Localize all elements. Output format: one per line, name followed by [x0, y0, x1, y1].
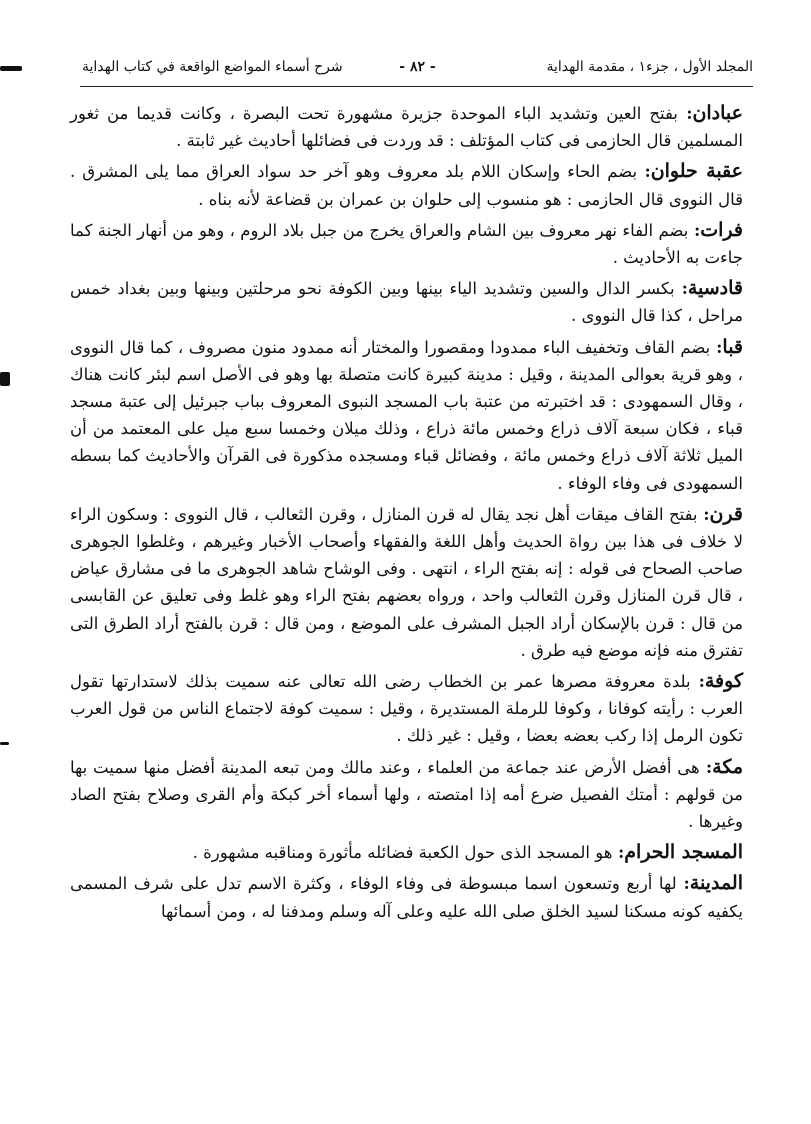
entry-text: هى أفضل الأرض عند جماعة من العلماء ، وعند مالك ومن تبعه المدينة أفضل منها سميت بها من قولهم : أمتك الفصيل ضرع أمه إذا امتصته ، ولها أسماء أخر كبكة وأم القرى وصلاح بفتح الصاد وغيرها .: [70, 757, 743, 832]
entry-term: المسجد الحرام: [624, 841, 743, 864]
entry-term: قرن: [709, 502, 743, 525]
body-text: [70, 100, 743, 929]
header-rule: [80, 86, 753, 87]
entry-text: بفتح العين وتشديد الباء الموحدة جزيرة مشهورة تحت البصرة ، وكانت قديما من ثغور المسلمين قال الحازمى فى كتاب المؤتلف : قد وردت فى فضائلها أحاديث غير ثابتة .: [70, 104, 743, 151]
entry-text: بضم القاف وتخفيف الباء ممدودا ومقصورا والمختار أنه ممدود منون مصروف ، كما قال النووى ، وهو قرية بعوالى المدينة ، وقيل : مدينة كبيرة كانت متصلة بها وهو فى الأصل اسم لبئر كانت هناك ، وقال السمهودى : قد اختبرته من عتبة باب المسجد النبوى المعروف بباب جبرئيل إلى عتبة مسجد قباء ، فكان سبعة آلاف ذراع وخمس مائة ذراع ، وذلك ميلان وخمسا سبع ميل على المعتمد من أن الميل ثلاثة آلاف ذراع وخمس مائة ، وفضائل قباء ومسجده مذكورة فى القرآن والأحاديث كما بسطه السمهودى فى وفاء الوفاء .: [70, 337, 743, 493]
running-head: [82, 52, 753, 82]
entry-text: بفتح القاف ميقات أهل نجد يقال له قرن المنازل ، وقرن الثعالب ، قال النووى : وسكون الراء لا خلاف فى هذا بين رواة الحديث وأهل اللغة والفقهاء وأصحاب الأخبار وغيرهم ، وغلطوا الجوهرى صاحب الصحاح فى قوله : إنه بفتح الراء ، انتهى . وفى الوشاح شاهد الجوهرى ما فى مشارق عياض ، قال قرن المنازل وقرن الثعالب واحد ، ورواه بعضهم بفتح الراء وهو غلط وفى تعليق عن القابسى من قال : قرن بالإسكان أراد الجبل المشرف على الموضع ، ومن قال : قرن بالفتح أراد الطرق التى تفترق منه فإنه موضع فيه طرق .: [70, 504, 743, 660]
page-number: - ٨٢ -: [399, 59, 436, 75]
entry-term: المدينة: [689, 872, 743, 895]
entry-text: لها أربع وتسعون اسما مبسوطة فى وفاء الوفاء ، وكثرة الاسم تدل على شرف المسمى يكفيه كونه مسكنا لسيد الخلق صلى الله عليه وعلى آله وسلم ومدفنا له ، ومن أسمائها: [70, 874, 743, 921]
entry: فرات: بضم الفاء نهر معروف بين الشام والعراق يخرج من جبل بلاد الروم ، وهو من أنهار الجنة كما جاءت به الأحاديث .: [70, 218, 743, 268]
entry-text: بكسر الدال والسين وتشديد الياء بينها وبين الكوفة نحو مرحلتين وبينها وبين بغداد خمس مراحل ، كذا قال النووى .: [70, 279, 743, 326]
scan-edge-mark: [0, 742, 9, 745]
entry: قبا: بضم القاف وتخفيف الباء ممدودا ومقصورا والمختار أنه ممدود منون مصروف ، كما قال النووى ، وهو قرية بعوالى المدينة ، وقيل : مدينة كبيرة كانت متصلة بها وهو فى الأصل اسم لبئر كانت هناك ، وقال السمهودى : قد اختبرته من عتبة باب المسجد النبوى المعروف بباب جبرئيل إلى عتبة مسجد قباء ، فكان سبعة آلاف ذراع وخمس مائة ذراع ، وذلك ميلان وخمسا سبع ميل على المعتمد من أن الميل ثلاثة آلاف ذراع وخمس مائة ، وفضائل قباء ومسجده مذكورة فى القرآن والأحاديث كما بسطه السمهودى فى وفاء الوفاء .: [70, 335, 744, 493]
entry-text: بلدة معروفة مصرها عمر بن الخطاب رضى الله تعالى عنه سميت بذلك لاستدارتها تقول العرب : رأيته كوفانا ، وكوفا للرملة المستديرة ، وقيل : سميت كوفة لاجتماع الناس من قول العرب تكون الرمل إذا ركب بعضه بعضا ، وقيل : غير ذلك .: [70, 672, 743, 746]
entry: المسجد الحرام: هو المسجد الذى حول الكعبة فضائله مأثورة ومناقبه مشهورة .: [192, 841, 743, 864]
entry-text: هو المسجد الذى حول الكعبة فضائله مأثورة ومناقبه مشهورة .: [192, 843, 613, 863]
entry-term: قادسية: [687, 277, 743, 300]
volume-info: المجلد الأول ، جزء١ ، مقدمة الهداية: [546, 59, 753, 75]
entry: المدينة: لها أربع وتسعون اسما مبسوطة فى وفاء الوفاء ، وكثرة الاسم تدل على شرف المسمى يكفيه كونه مسكنا لسيد الخلق صلى الله عليه وعلى آله وسلم ومدفنا له ، ومن أسمائها: [70, 872, 743, 921]
entry-term: قبا: [722, 335, 744, 358]
entry: كوفة: بلدة معروفة مصرها عمر بن الخطاب رضى الله تعالى عنه سميت بذلك لاستدارتها تقول العرب : رأيته كوفانا ، وكوفا للرملة المستديرة ، وقيل : سميت كوفة لاجتماع الناس من قول العرب تكون الرمل إذا ركب بعضه بعضا ، وقيل : غير ذلك .: [70, 670, 743, 746]
entry-text: بضم الفاء نهر معروف بين الشام والعراق يخرج من جبل بلاد الروم ، وهو من أنهار الجنة كما جاءت به الأحاديث .: [70, 220, 743, 268]
entry: عقبة حلوان: بضم الحاء وإسكان اللام بلد معروف وهو آخر حد سواد العراق مما يلى المشرق . قال النووى قال الحازمى : هو منسوب إلى حلوان بن عمران بن قضاعة لأنه بناه .: [70, 160, 743, 209]
entry-term: كوفة: [704, 670, 743, 693]
entry-term: مكة: [712, 755, 743, 778]
entry: مكة: هى أفضل الأرض عند جماعة من العلماء ، وعند مالك ومن تبعه المدينة أفضل منها سميت بها من قولهم : أمتك الفصيل ضرع أمه إذا امتصته ، ولها أسماء أخر كبكة وأم القرى وصلاح بفتح الصاد وغيرها .: [70, 755, 743, 832]
entry-term: عقبة حلوان: [650, 160, 743, 183]
scan-edge-mark: [0, 372, 10, 386]
entry-term: فرات: [700, 218, 743, 241]
book-title: شرح أسماء المواضع الواقعة في كتاب الهداية: [82, 59, 343, 75]
entry: قرن: بفتح القاف ميقات أهل نجد يقال له قرن المنازل ، وقرن الثعالب ، قال النووى : وسكون الراء لا خلاف فى هذا بين رواة الحديث وأهل اللغة والفقهاء وأصحاب الأخبار وغيرهم ، وغلطوا الجوهرى صاحب الصحاح فى قوله : إنه بفتح الراء ، انتهى . وفى الوشاح شاهد الجوهرى ما فى مشارق عياض ، قال قرن المنازل وقرن الثعالب واحد ، ورواه بعضهم بفتح الراء وهو غلط وفى تعليق عن القابسى من قال : قرن بالإسكان أراد الجبل المشرف على الموضع ، ومن قال : قرن بالفتح أراد الطرق التى تفترق منه فإنه موضع فيه طرق .: [70, 502, 743, 660]
entry: قادسية: بكسر الدال والسين وتشديد الياء بينها وبين الكوفة نحو مرحلتين وبينها وبين بغداد خمس مراحل ، كذا قال النووى .: [70, 277, 743, 326]
scan-edge-mark: [0, 66, 22, 71]
entry-term: عبادان: [692, 102, 743, 124]
entry-text: بضم الحاء وإسكان اللام بلد معروف وهو آخر حد سواد العراق مما يلى المشرق . قال النووى قال الحازمى : هو منسوب إلى حلوان بن عمران بن قضاعة لأنه بناه .: [70, 162, 743, 209]
entry: عبادان: بفتح العين وتشديد الباء الموحدة جزيرة مشهورة تحت البصرة ، وكانت قديما من ثغور المسلمين قال الحازمى فى كتاب المؤتلف : قد وردت فى فضائلها أحاديث غير ثابتة .: [70, 102, 743, 151]
